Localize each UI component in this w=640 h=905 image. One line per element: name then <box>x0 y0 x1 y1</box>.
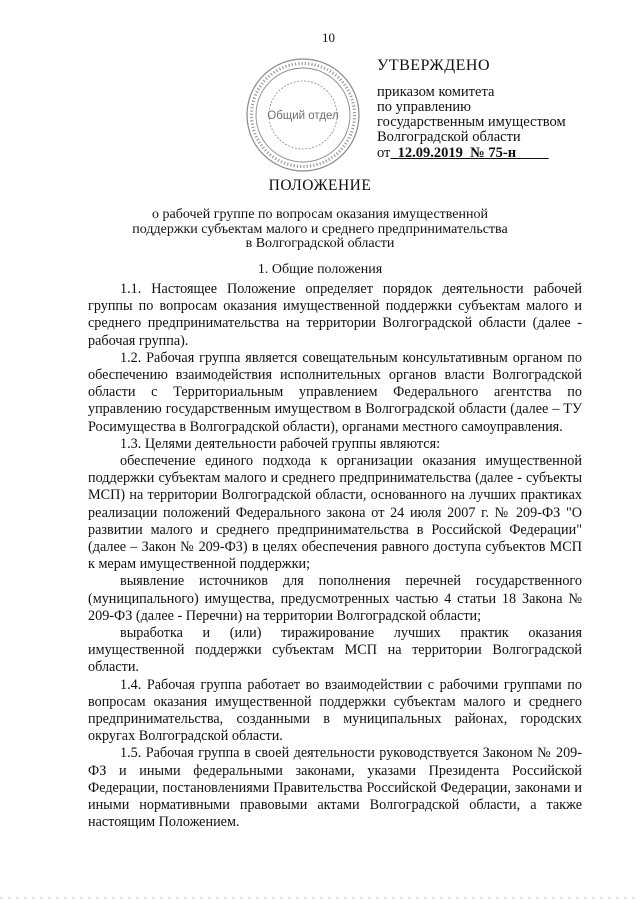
number-prefix: № <box>470 145 485 161</box>
approval-line: государственным имуществом <box>377 114 566 130</box>
subtitle-line: в Волгоградской области <box>245 236 395 251</box>
paragraph-1-3: 1.3. Целями деятельности рабочей группы являются: <box>120 435 441 452</box>
document-body <box>88 281 582 832</box>
approval-block <box>377 58 597 161</box>
paragraph-1-4: 1.4. Рабочая группа работает во взаимодействии с рабочими группами по вопросам оказания имущественной поддержки субъектам малого и среднего предпринимательства, созданными в муниципальных районах, городских округах Волгоградской области. <box>88 676 582 745</box>
approval-line: приказом комитета <box>377 84 495 100</box>
goal-item: обеспечение единого подхода к организации оказания имущественной поддержки субъектам малого и среднего предпринимательства (далее - субъекты МСП) на территории Волгоградской области, основанного на лучших практиках реализации положений Федерального закона от 24 июля 2007 г. № 209-ФЗ "О развитии малого и среднего предпринимательства в Российской Федерации" (далее – Закон № 209-ФЗ) в целях обеспечения равного доступа субъектов МСП к мерам имущественной поддержки; <box>88 453 582 573</box>
document-subtitle <box>100 208 540 252</box>
subtitle-line: поддержки субъектам малого и среднего предпринимательства <box>132 221 508 237</box>
approval-title: УТВЕРЖДЕНО <box>377 57 491 74</box>
approval-date: 12.09.2019 № 75-н <box>397 145 517 161</box>
approval-date-line <box>377 146 597 161</box>
subtitle-line: о рабочей группе по вопросам оказания имущественной <box>152 207 488 222</box>
approval-line: Волгоградской области <box>377 129 521 145</box>
document-title: ПОЛОЖЕНИЕ <box>268 177 372 194</box>
paragraph-1-1: 1.1. Настоящее Положение определяет порядок деятельности рабочей группы по вопросам оказания имущественной поддержки субъектам малого и среднего предпринимательства на территории Волгоградской области (далее - рабочая группа). <box>88 281 582 349</box>
goal-item: выработка и (или) тиражирование лучших практик оказания имущественной поддержки субъектам МСП на территории Волгоградской области. <box>88 625 582 676</box>
round-stamp <box>243 55 363 175</box>
approval-line: по управлению <box>377 99 472 115</box>
scan-noise <box>0 895 640 901</box>
page-number: 10 <box>322 30 335 45</box>
paragraph-1-2: 1.2. Рабочая группа является совещательным консультативным органом по обеспечению взаимодействия исполнительных органов власти Волгоградской области с Территориальным управлением Федерального агентства по управлению государственным имуществом в Волгоградской области (далее – ТУ Росимущества в Волгоградской области), органами местного самоуправления. <box>88 349 582 435</box>
approval-number: 75-н <box>488 145 517 161</box>
date-prefix: от <box>377 145 391 161</box>
goal-item: выявление источников для пополнения перечней государственного (муниципального) имущества, предусмотренных частью 4 статьи 18 Закона № 209-ФЗ (далее - Перечни) на территории Волгоградской области; <box>88 573 582 624</box>
section-title: 1. Общие положения <box>257 262 383 277</box>
stamp-text: Общий отдел <box>267 110 339 122</box>
paragraph-1-5: 1.5. Рабочая группа в своей деятельности руководствуется Законом № 209-ФЗ и иными федеральными законами, указами Президента Российской Федерации, постановлениями Правительства Российской Федерации, законами и иными нормативными правовыми актами Волгоградской области, а также настоящим Положением. <box>88 745 582 831</box>
